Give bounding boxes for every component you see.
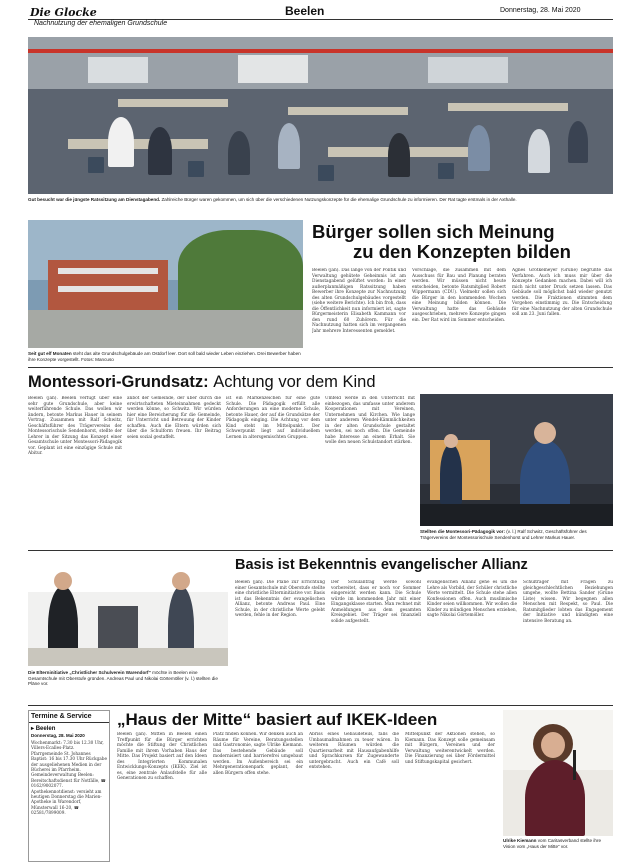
- montessori-photo-caption: [420, 529, 613, 540]
- kiemann-photo: [503, 710, 613, 836]
- kiemann-caption: [503, 838, 613, 849]
- article4-col2: Platz finden können. Wir denken auch an Räume für Vereine, Beratungsstellen und Gastronomie, sagte Ulrike Kiemann. Das bestehende Gebäude soll modernisiert und barrierefrei umgebaut werden. Im Außenbereich sei ein Mehrgenerationenpark geplant, der allen Bürgern offen stehe.: [213, 732, 303, 776]
- caption-text: Zahlreiche Bürger waren gekommen, um sich über die verschiedenen Nutzungskonzepte für die ehemalige Grundschule zu informieren. Der Rat tagte erstmals in der Axthalle.: [161, 197, 517, 202]
- caption-text: (v. l.) Ralf Schwitz, Geschäftsführer des Trägervereins der Montessorischule Sendenhorst und Lehrer Markus Hauer.: [420, 529, 587, 540]
- headline-lead: Montessori-Grundsatz:: [28, 373, 209, 391]
- article4-col4: Mittelpunkt der Aktionen stehen, so Kiemann. Das Konzept solle gemeinsam mit Bürgern, Vereinen und der Verwaltung weiterentwickelt werden. Die Finanzierung sei über Fördermittel und Stiftungskapital gesichert.: [405, 732, 495, 765]
- article2-col3: ist ein Markenzeichen für eine gute Schule. Die Pädagogik erfüllt alle Anforderungen an eine moderne Schule, betonte Hauer, der auf die Grundsätze der Pädagogik einging. Die Achtung vor dem Kind steht im Mittelpunkt. Der Schwerpunkt liegt auf individuellem Lernen in altersgemischten Gruppen.: [226, 396, 320, 440]
- divider: [28, 705, 613, 706]
- article4-col1: Beelen (jan). Mitten in Beelen einen Treffpunkt für die Bürger errichten möchte die Stiftung der Christlichen Familie mit ihrem Vorhaben Haus der Mitte. Das Projekt basiert auf den Ideen des Integrierten Kommunalen Entwicklungs-Konzepts (IKEK). Ziel ist es, eine zentrale Anlaufstelle für alle Generationen zu schaffen.: [117, 732, 207, 782]
- termine-item: Wochenmarkt: 7.30 bis 12.30 Uhr, Villers-Ecalles-Platz.: [31, 740, 104, 751]
- divider: [28, 550, 613, 551]
- article1-col1: Beelen (jan). Das lange von der Politik und Verwaltung gehütete Geheimnis ist am Dienstagabend gelüftet worden: In einer außerplanmäßigen Ratssitzung haben Bewerber ihre Konzepte zur Nachnutzung des alten Grundschulgebäudes vorgestellt (siehe weitere Berichte). Ich bin froh, dass die Öffentlichkeit nun informiert ist, sagte Bürgermeisterin Elisabeth Kammann vor den rund 60 Zuhörern. Für die Nachnutzung hatten sich im vergangenen Jahr mehrere Interessenten gemeldet.: [312, 268, 406, 335]
- article1-col2: Vorschläge, die zusammen mit dem Ausschuss für Bau und Planung beraten werden. Wir müssen nicht heute entscheiden, betonte Ratsmitglied Robert Wippermann (CDU). Vielmehr sollen sich die Bürger in den kommenden Wochen eine Meinung bilden können. Die Verwaltung hatte das Gebäude ausgeschrieben, mehrere Konzepte gingen ein. Der Rat wird im Sommer entscheiden.: [412, 268, 506, 323]
- termine-place-text: Beelen: [35, 726, 56, 732]
- elterninitiative-photo: [28, 556, 228, 666]
- divider: [28, 367, 613, 368]
- caption-lead: Ulrike Kiemann: [503, 838, 537, 843]
- article1-col3: Agnes Grotkemeyer (Grüne) begrüßte das Verfahren. Auch ich muss mir über die Konzepte Gedanken machen. Dabei will ich mich nicht unter Druck setzen lassen. Das Gebäude soll möglichst bald wieder genutzt werden. Die Fraktionen stimmten dem Vorgehen einstimmig zu. Die Entscheidung für eine Nachnutzung der alten Grundschule soll am 23. Juni fallen.: [512, 268, 612, 318]
- article2-headline: [28, 373, 448, 392]
- caption-text: möchte in Beelen eine Gesamtschule mit Oberstufe gründen. Andreas Paul und Nikolai Görtemöller (v. l.) stellten die Pläne vor.: [28, 670, 218, 687]
- termine-item: Gemeindeverwaltung Beelen: Bereitschaftsdienst für Notfälle, ☎ 0162/9002077.: [31, 772, 107, 789]
- article2-col2: anbot der Gemeinde, der über durch die erwirtschafteten Mieteinnahmen gedeckt werden könne, so Schwitz. Wir würden hier eine Bereicherung für die Gemeinde, für Unterricht und Betreuung der Kinder schaffen. Auch die Eltern würden sich über die Schulform freuen. Ihr Beitrag seien sozial gestaffelt.: [127, 396, 221, 440]
- article3-col1: Beelen (jan). Die Pläne zur Errichtung einer Gesamtschule mit Oberstufe stellte eine christliche Elterninitiative vor. Basis ist das Bekenntnis der evangelischen Allianz, betonte Andreas Paul. Eine Schule, in der christliche Werte gelebt werden, fehle in der Region.: [235, 580, 325, 619]
- article3-col3: evangelischen Allianz gehe es um die Lehre als Vorbild, der Schüler christliche Werte vermittelt. Die Schule stehe allen Konfessionen offen. Auch muslimische Kinder seien willkommen. Wir wollen die Kinder zu mündigen Menschen erziehen, sagte Nikolai Görtemöller.: [427, 580, 517, 619]
- headline-line1: Bürger sollen sich Meinung: [312, 221, 555, 242]
- caption-text: steht das alte Grundschulgebäude am Ostdorf leer. Dort soll bald wieder Leben einziehen. Drei Bewerber haben ihre Konzepte vorgestellt.: [28, 351, 301, 362]
- school-photo-caption: [28, 351, 303, 362]
- article2-col4: Umfeld werde in den Unterricht mit einbezogen, das umfasse unter anderem Kooperationen mit Vereinen, Unternehmen und Kirchen. Wie lange unter anderem Wendel-Kämmlichkeiten in der alten Grundschule gestaltet werden, sei noch offen. Die Gemeinde habe Interesse an einem Erhalt. Sie wolle den neuen Schulstandort stärken.: [325, 396, 415, 446]
- caption-lead: Gut besucht war die jüngste Ratssitzung am Dienstagabend.: [28, 197, 161, 202]
- caption-text: vom Caritasverband stellte ihre Vision vom „Haus der Mitte“ vor.: [503, 838, 602, 849]
- article4-col3: Abriss eines Gebäudeteils, falls die Umbaumaßnahmen zu teuer wären. In weiteren Räumen würden die Quartiersarbeit mit Hausaufgabenhilfe und Sprachkursen für Zugewanderte untergebracht. Auch ein Café soll entstehen.: [309, 732, 399, 771]
- school-building-photo: [28, 220, 303, 348]
- termine-place: ▸ Beelen: [31, 726, 56, 732]
- headline-line2: zu den Konzepten bilden: [353, 241, 571, 262]
- newspaper-logo: Die Glocke: [30, 6, 97, 19]
- caption-lead: Die Elterninitiative „Christlicher Schulverein Warendorf“: [28, 670, 151, 675]
- termine-item: Pfarrgemeinde St. Johannes Baptist: 16 bis 17.30 Uhr Rückgabe der ausgeliehenen Medien in der Bücherei im Pfarrheim.: [31, 750, 107, 773]
- photo-credit: Fotos: Mancuso: [81, 356, 114, 362]
- article3-col4: Schulträger mit Fragen zu gleichgeschlechtlichen Beziehungen umgehe, wollte Bettina Sander (Grüne Liste) wissen. Wir begegnen allen Menschen mit Respekt, so Paul. Die Ratsmitglieder lobten das Engagement der Initiative und kündigten eine intensive Beratung an.: [523, 580, 613, 624]
- elterninitiative-caption: [28, 670, 228, 687]
- section-title: Nachnutzung der ehemaligen Grundschule: [34, 20, 168, 27]
- article4-headline: „Haus der Mitte“ basiert auf IKEK-Ideen: [117, 710, 438, 729]
- termine-list: [29, 739, 109, 817]
- page-location: Beelen: [285, 4, 325, 18]
- termine-item: Apothekennotdienst: versieht am heutigen Donnerstag die Marien-Apotheke in Warendorf, Münsterwall 16-20, ☎ 02581/7899009.: [31, 788, 102, 816]
- article2-col1: Beelen (jan). Beelen verfügt über eine sehr gute Grundschule, aber keine weiterführende Schule. Das wollen wir ändern, betonte Markus Hauer in seinem Vortrag. Zusammen mit Ralf Schwitz, Geschäftsführer des Trägervereins der Montessorischule Sendenhorst, stellte der Lehrer in der Sitzung das Konzept einer Gesamtschule unter Montessori-Pädagogik vor. Geplant ist eine einzügige Schule mit Abitur.: [28, 396, 122, 457]
- article3-col2: Der Schulantrag werde sowohl vorbereitet, dass er noch vor Sommer eingereicht werden kann. Die Schule würde im kommenden Jahr mit einer Eingangsklasse starten. Man rechnet mit Anmeldungen aus dem gesamten Kreisgebiet. Der Träger sei finanziell solide aufgestellt.: [331, 580, 421, 624]
- caption-lead: Stellten die Montessori-Pädagogik vor:: [420, 529, 505, 534]
- article3-headline: Basis ist Bekenntnis evangelischer Allianz: [235, 557, 528, 573]
- montessori-speakers-photo: [420, 394, 613, 526]
- caption-lead: Seit gut elf Monaten: [28, 351, 72, 356]
- headline-rest: Achtung vor dem Kind: [213, 373, 376, 391]
- article1-headline: [312, 222, 612, 262]
- termine-date: Donnerstag, 28. Mai 2020: [31, 733, 85, 738]
- council-meeting-photo: [28, 37, 613, 194]
- top-photo-caption: [28, 197, 613, 203]
- termine-box: [28, 710, 110, 862]
- page-date: Donnerstag, 28. Mai 2020: [500, 7, 581, 14]
- termine-title: Termine & Service: [29, 711, 109, 723]
